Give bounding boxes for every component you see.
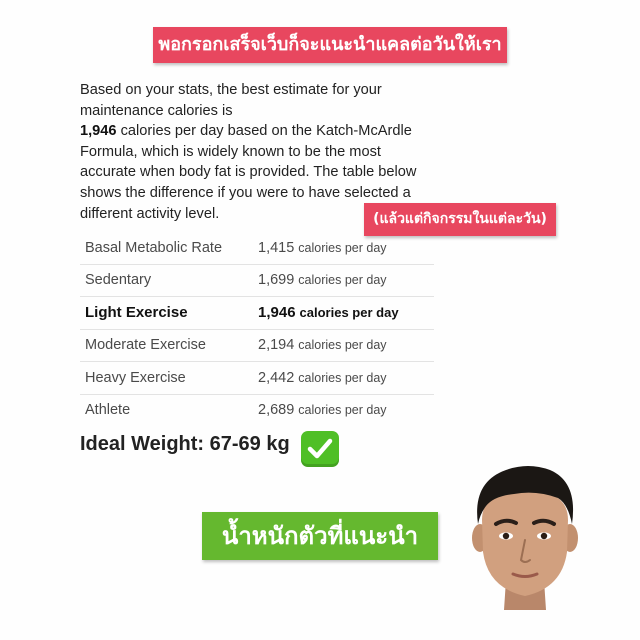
calories-value: 1,415 [258, 239, 295, 256]
activity-level-cell: Moderate Exercise [80, 329, 258, 362]
calories-value: 1,699 [258, 272, 295, 289]
activity-level-cell: Athlete [85, 402, 131, 419]
calories-cell [258, 362, 434, 395]
activity-level-cell: Basal Metabolic Rate [80, 232, 258, 264]
calories-value: 2,689 [258, 402, 295, 419]
intro-text-start: Based on your stats, the best estimate for your maintenance calories is [80, 82, 382, 119]
title-banner: พอกรอกเสร็จเว็บก็จะแนะนำแคลต่อวันให้เรา [153, 27, 507, 63]
table-row [80, 232, 434, 264]
maintenance-calories-value: 1,946 [80, 123, 117, 140]
table-row-selected [80, 297, 434, 330]
table-row [80, 394, 434, 426]
calories-value: 2,194 [258, 337, 295, 354]
calories-unit: calories per day [298, 273, 387, 288]
table-row [80, 329, 434, 362]
calories-cell [258, 329, 434, 362]
ideal-weight-text: Ideal Weight: 67-69 kg [80, 433, 290, 455]
calories-unit: calories per day [299, 305, 399, 321]
activity-level-cell: Heavy Exercise [80, 362, 258, 395]
calories-unit: calories per day [298, 370, 387, 385]
calories-unit: calories per day [298, 403, 387, 418]
recommended-weight-banner: น้ำหนักตัวที่แนะนำ [202, 512, 438, 560]
calories-value: 1,946 [258, 304, 296, 322]
calories-unit: calories per day [298, 338, 387, 353]
intro-text-end: calories per day based on the Katch-McArdle Formula, which is widely known to be the most accurate when body fat is provided. The table below shows the difference if you were to have selected a different activity level. [80, 123, 417, 222]
calories-cell [258, 232, 434, 264]
activity-note-banner: (แล้วแต่กิจกรรมในแต่ละวัน) [364, 203, 556, 236]
table-row [80, 362, 434, 395]
calories-cell [258, 394, 434, 426]
table-row [80, 264, 434, 297]
check-mark-button-icon [301, 431, 339, 467]
calories-cell [258, 264, 434, 297]
calories-cell [258, 297, 434, 330]
activity-calorie-table [80, 232, 434, 426]
calories-unit: calories per day [298, 240, 387, 255]
activity-level-cell: Light Exercise [80, 297, 258, 330]
calories-value: 2,442 [258, 369, 295, 386]
activity-level-cell: Sedentary [80, 264, 258, 297]
face-photo-avatar [466, 460, 584, 610]
